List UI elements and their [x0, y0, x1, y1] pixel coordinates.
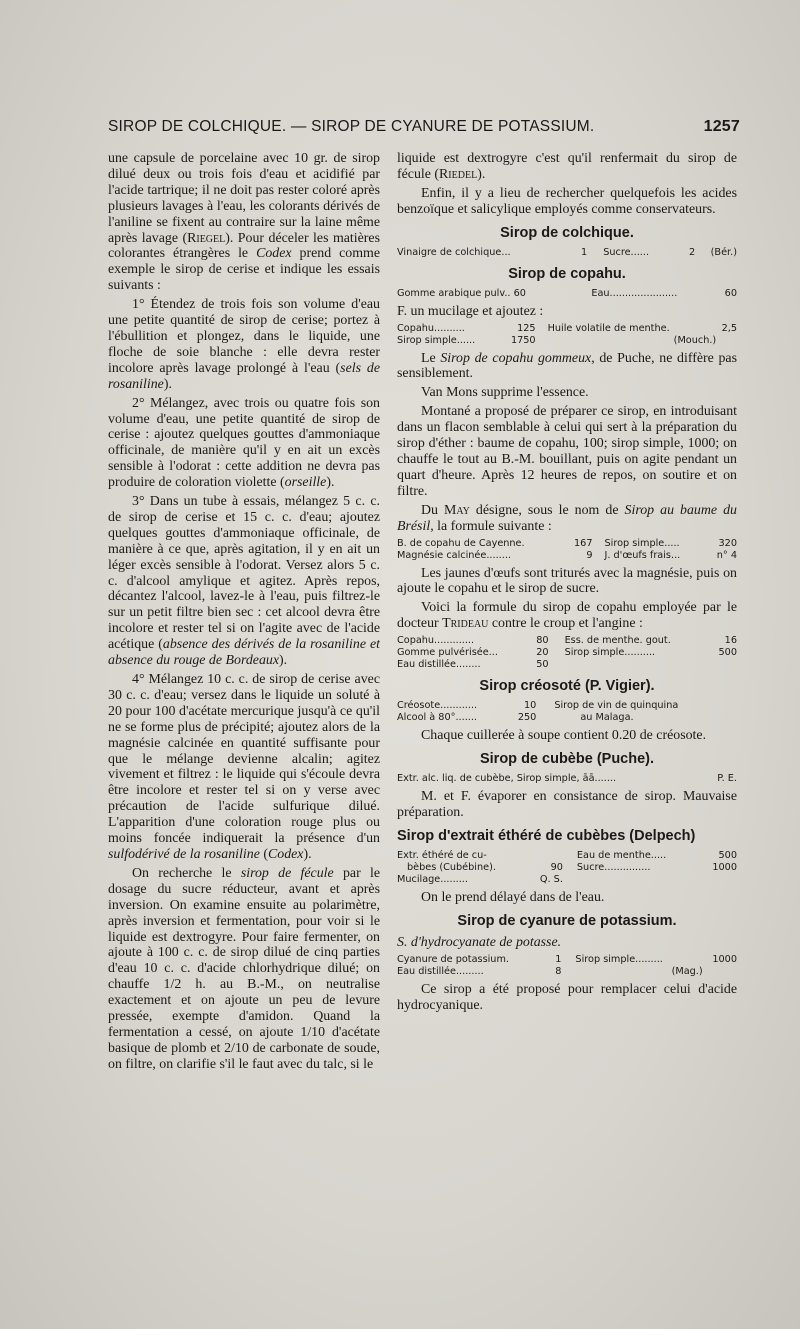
paragraph: Enfin, il y a lieu de rechercher quelquefois les acides benzoïque et salicylique employés comme conservateurs.: [397, 185, 737, 217]
section-title: Sirop de cyanure de potassium.: [457, 912, 677, 929]
paragraph: Les jaunes d'œufs sont triturés avec la magnésie, puis on ajoute le copahu et le sirop de sucre.: [397, 565, 737, 597]
paragraph: Chaque cuillerée à soupe contient 0.20 de créosote.: [421, 728, 707, 744]
recipe-table: Créosote............ 10 Sirop de vin de quinquina Alcool à 80°....... 250 au Malaga.: [397, 700, 679, 724]
paragraph: liquide est dextrogyre c'est qu'il renfermait du sirop de fécule (Riedel).: [397, 151, 737, 182]
paragraph: 1° Étendez de trois fois son volume d'eau une petite quantité de sirop de cerise; portez à l'ébullition et plongez, dans le liquide, une floche de soie blanche : elle devra rester incolore après lavage prolongé à l'eau (sels de rosaniline).: [108, 297, 380, 392]
paragraph: F. un mucilage et ajoutez :: [397, 303, 544, 319]
recipe-table: Extr. éthéré de cu- Eau de menthe..... 500 bèbes (Cubébine). 90 Sucre............... 1000 Mucilage......... Q. S.: [397, 849, 737, 885]
section-title: Sirop créosoté (P. Vigier).: [479, 678, 655, 695]
left-column: [108, 151, 380, 1201]
paragraph: Voici la formule du sirop de copahu employée par le docteur Trideau contre le croup et l'angine :: [397, 600, 737, 632]
page-number: 1257: [703, 118, 740, 135]
paragraph: Ce sirop a été proposé pour remplacer celui d'acide hydrocyanique.: [397, 981, 737, 1013]
section-title: Sirop de colchique.: [500, 224, 634, 241]
right-column: [397, 151, 737, 1201]
section-title: Sirop de copahu.: [508, 265, 626, 282]
paragraph: Van Mons supprime l'essence.: [421, 385, 589, 401]
recipe-table: Cyanure de potassium. 1 Sirop simple......... 1000 Eau distillée......... 8 (Mag.): [397, 953, 737, 977]
paragraph: On le prend délayé dans de l'eau.: [421, 889, 605, 905]
recipe-table: Copahu.......... 125 Huile volatile de menthe. 2,5 Sirop simple...... 1750 (Mouch.): [397, 322, 737, 346]
paragraph: 2° Mélangez, avec trois ou quatre fois son volume d'eau, une petite quantité de sirop de cerise : ajoutez quelques gouttes d'ammoniaque officinale, de manière qu'il y en ait un excès sensible à l'odorat : cette addition ne devra pas produire de coloration violette (orseille).: [108, 395, 380, 491]
paragraph: 3° Dans un tube à essais, mélangez 5 c. c. de sirop de cerise et 15 c. c. d'eau; ajoutez quelques gouttes d'ammoniaque officinale, de manière à ce que, après agitation, il y en ait un léger excès sensible à l'odorat. Versez alors 5 c. c. d'alcool amylique et agitez. Après repos, décantez l'alcool, lavez-le à l'eau, puis filtrez-le sur un petit filtre bien sec : cet alcool devra être incolore et rester tel si on l'agite avec de l'acide acétique (absence des dérivés de la rosaniline et absence du rouge de Bordeaux).: [108, 494, 380, 669]
paragraph: On recherche le sirop de fécule par le dosage du sucre réducteur, avant et après inversion. On examine ensuite au polarimètre, après inversion et fermentation, pour voir si le liquide est dextrogyre. Pour faire fermenter, on ajoute à 100 c. c. de sirop dilué de cinq parties d'eau 10 c. c. d'acide chlorhydrique dilué; on chauffe 1/2 h. au B.-M., on neutralise exactement et on ajoute un peu de levure pressée, exempte d'amidon. Quand la fermentation a cessé, on ajoute 1/10 d'acétate basique de plomb et 2/10 de carbonate de soude, on filtre, on clarifie s'il le faut avec du talc, si le: [108, 865, 380, 1072]
recipe-table: Copahu............. 80 Ess. de menthe. gout. 16 Gomme pulvérisée... 20 Sirop simple.......... 500 Eau distillée........ 50: [397, 635, 737, 671]
section-subtitle: S. d'hydrocyanate de potasse.: [397, 934, 562, 950]
paragraph: 4° Mélangez 10 c. c. de sirop de cerise avec 30 c. c. d'eau; versez dans le liquide un soluté à 20 pour 100 d'acétate mercurique jusqu'à ce qu'il ne se forme plus de précipité; ajoutez alors de la magnésie calcinée en quantité suffisante pour que le mélange devienne alcalin; agitez vivement et filtrez : le liquide qui s'écoule devra être incolore et rester tel si on y verse avec précaution de l'acide sulfurique dilué. L'apparition d'une coloration rouge plus ou moins foncée indiquerait la présence d'un sulfodérivé de la rosaniline (Codex).: [108, 672, 380, 862]
recipe-table: Vinaigre de colchique... 1 Sucre...... 2 (Bér.): [397, 246, 737, 258]
paragraph: Montané a proposé de préparer ce sirop, en introduisant dans un flacon semblable à celui qui sert à la préparation du sirop d'éther : baume de copahu, 100; sirop simple, 1000; on chauffe le tout au B.-M. bouillant, puis on agite pendant un quart d'heure. Après 12 heures de repos, on soutire et on filtre.: [397, 404, 737, 499]
section-title: Sirop d'extrait éthéré de cubèbes (Delpech): [397, 827, 696, 844]
recipe-line: P. E. Extr. alc. liq. de cubèbe, Sirop simple, āā.......: [397, 773, 737, 785]
recipe-table: B. de copahu de Cayenne. 167 Sirop simple..... 320 Magnésie calcinée........ 9 J. d'œufs frais... n° 4: [397, 537, 737, 561]
paragraph: Le Sirop de copahu gommeux, de Puche, ne diffère pas sensiblement.: [397, 350, 737, 382]
recipe-table: Gomme arabique pulv.. 60 Eau...................... 60: [397, 287, 737, 299]
running-title: SIROP DE COLCHIQUE. — SIROP DE CYANURE DE POTASSIUM.: [108, 118, 595, 135]
paragraph: une capsule de porcelaine avec 10 gr. de sirop dilué deux ou trois fois d'eau et acidifié par l'acide tartrique; il ne doit pas rester coloré après plusieurs lavages à l'eau, les colorants dérivés de l'aniline se fixent au contraire sur la laine même après lavage (Riegel). Pour déceler les matières colorantes étrangères le Codex prend comme exemple le sirop de cerise et indique les essais suivants :: [108, 151, 380, 294]
section-title: Sirop de cubèbe (Puche).: [479, 751, 655, 768]
paragraph: Du May désigne, sous le nom de Sirop au baume du Brésil, la formule suivante :: [397, 502, 737, 534]
paragraph: M. et F. évaporer en consistance de sirop. Mauvaise préparation.: [397, 789, 737, 820]
running-header: [108, 118, 740, 142]
